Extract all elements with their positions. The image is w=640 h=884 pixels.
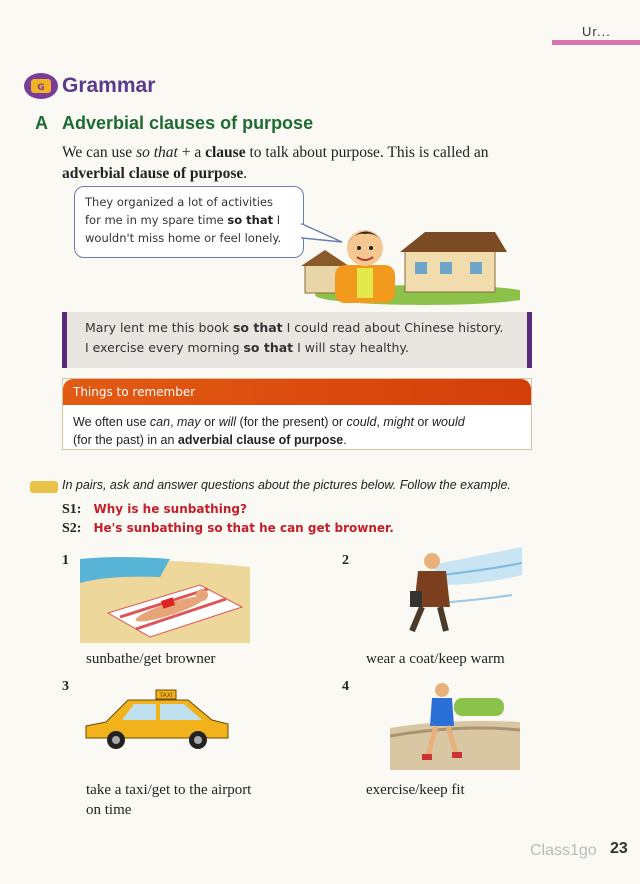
intro-bold: adverbial clause of purpose [62, 165, 244, 182]
section-heading: Adverbial clauses of purpose [62, 113, 314, 133]
intro-text: . [243, 165, 248, 182]
taxi-sign: TAXI [159, 692, 173, 699]
item-caption: sunbathe/get browner [86, 651, 216, 667]
item-number: 3 [62, 679, 69, 694]
remember-text: We often use can, may or will (for the present) or could, might or would (for the past) in an adverbial clause of purpose. [73, 415, 465, 447]
exercise-illustration [390, 678, 520, 770]
example-sentences [62, 312, 532, 368]
remember-title: Things to remember [73, 385, 196, 399]
boy-illustration [275, 210, 520, 305]
item-number: 2 [342, 553, 349, 568]
s1-label: S1: [62, 502, 82, 517]
item-caption: take a taxi/get to the airport on time [86, 782, 252, 818]
intro-bold: clause [205, 144, 246, 161]
exercise-instruction: In pairs, ask and answer questions about the pictures below. Follow the example. [62, 478, 511, 492]
s2-text: He's sunbathing so that he can get browner. [93, 521, 394, 535]
s2-label: S2: [62, 521, 82, 536]
dialogue-s1 [62, 500, 247, 518]
exercise-marker [30, 481, 58, 493]
things-to-remember-box [62, 378, 532, 450]
example-sentence: I exercise every morning so that I will stay healthy. [85, 340, 410, 355]
page-number: 23 [610, 840, 628, 857]
intro-text: We can use [62, 144, 137, 161]
intro-text: to talk about purpose. This is called an [245, 144, 489, 161]
taxi-illustration [82, 686, 232, 752]
bubble-line: for me in my spare time so that I [85, 213, 281, 227]
grammar-title: Grammar [62, 74, 156, 97]
watermark: Class1go [530, 842, 597, 859]
example-sentence: Mary lent me this book so that I could read about Chinese history. [85, 320, 504, 335]
unit-tab: Ur... [582, 24, 611, 39]
section-title [35, 113, 313, 134]
s1-text: Why is he sunbathing? [93, 502, 247, 516]
item-caption: exercise/keep fit [366, 782, 465, 798]
item-number: 1 [62, 553, 69, 568]
unit-bar [552, 40, 640, 45]
section-letter: A [35, 113, 48, 133]
sunbathing-illustration [80, 555, 250, 643]
item-number: 4 [342, 679, 349, 694]
intro-paragraph [62, 142, 582, 184]
intro-italic: so that [136, 144, 178, 161]
speech-bubble [74, 186, 304, 258]
grammar-logo-icon [22, 70, 60, 100]
coat-illustration [372, 545, 522, 637]
bubble-line: They organized a lot of activities [85, 195, 273, 209]
item-caption: wear a coat/keep warm [366, 651, 505, 667]
dialogue-s2 [62, 519, 394, 537]
intro-text: + a [177, 144, 206, 161]
bubble-line: wouldn't miss home or feel lonely. [85, 231, 282, 245]
svg-text:G: G [37, 83, 45, 93]
